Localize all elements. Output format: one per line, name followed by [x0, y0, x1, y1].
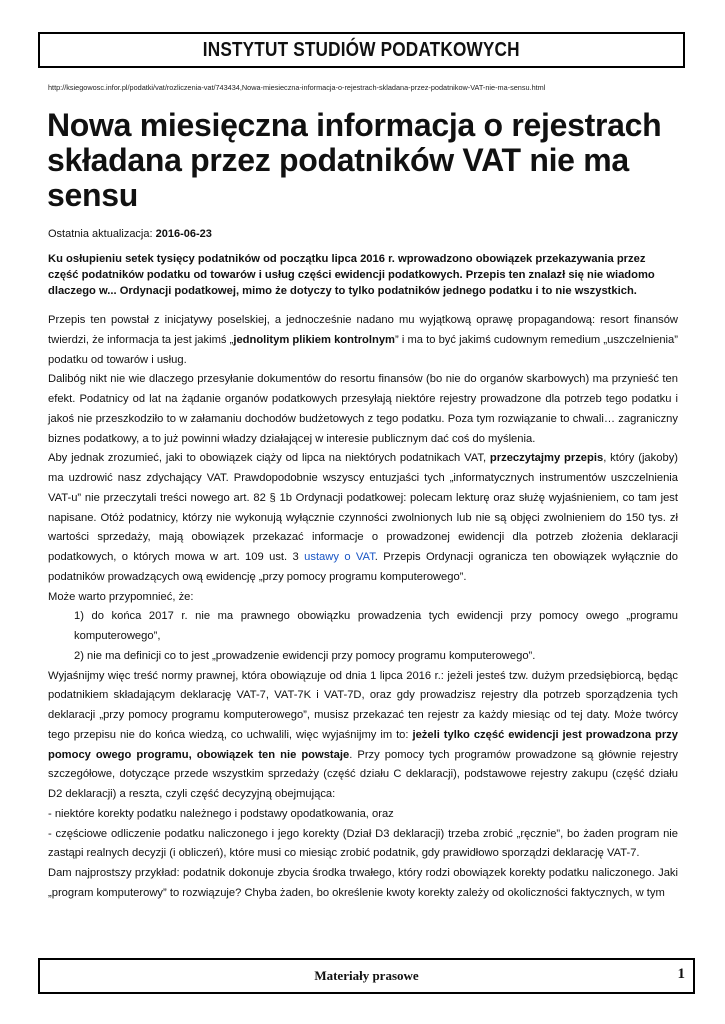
- list-item-1: 1) do końca 2017 r. nie ma prawnego obowiązku prowadzenia tych ewidencji przy pomocy owego „programu komputerowego”,: [74, 610, 678, 642]
- paragraph-4: Może warto przypomnieć, że:: [48, 590, 194, 603]
- page-number: 1: [677, 966, 685, 982]
- paragraph-text: . Przy pomocy tych programów prowadzone są głównie rejestry szczegółowe, dotyczące przede wszystkim sprzedaży (część działu C deklaracji), podstawowe rejestry zakupu (część działu D2 deklaracji) a reszta, czyli część decyzyjną obejmująca:: [48, 748, 678, 800]
- paragraph-7: [48, 667, 678, 805]
- paragraph-text: , który (jakoby) ma uzdrowić nasz zdychający VAT. Prawdopodobnie wszyscy entuzjaści tych „informatycznych instrumentów uszczelnienia VAT-u” nie przeczytali treści nowego art. 82 § 1b Ordynacji podatkowej: polecam lekturę oraz służę wyjaśnieniem, co tam jest napisane. Otóż podatnicy, którzy nie wykonują wyłącznie czynności zwolnionych lub nie są objęci zwolnieniem do 150 tys. zł wartości sprzedaży, mają obowiązek przekazać informacje o prowadzonej ewidencji dla potrzeb złożenia deklaracji podatkowych, o których mowa w art. 109 ust. 3: [48, 452, 679, 563]
- paragraph-10: Dam najprostszy przykład: podatnik dokonuje zbycia środka trwałego, który rodzi obowiązek korekty podatku naliczonego. Jaki „program komputerowy” to rozwiązuje? Chyba żaden, bo określenie kwoty korekty zależy od okoliczności faktycznych, w tym: [48, 867, 678, 899]
- updated-label: Ostatnia aktualizacja:: [48, 228, 153, 240]
- emphasis-text: przeczytajmy przepis: [489, 452, 604, 465]
- source-url: http://ksiegowosc.infor.pl/podatki/vat/rozliczenia-vat/743434,Nowa-miesieczna-informacja-o-rejestrach-skladana-przez-podatnikow-VAT-nie-ma-sensu.html: [48, 83, 546, 92]
- institute-title: INSTYTUT STUDIÓW PODATKOWYCH: [203, 38, 520, 61]
- updated-date: 2016-06-23: [155, 228, 212, 240]
- vat-act-link[interactable]: ustawy o VAT: [304, 551, 375, 563]
- footer-box: [38, 958, 695, 994]
- article-body: [48, 311, 678, 904]
- paragraph-1: [48, 311, 678, 370]
- paragraph-text: . Przepis Ordynacji ogranicza ten obowiązek wyłącznie do podatników prowadzących ową ewidencję „przy pomocy programu komputerowego”.: [48, 551, 678, 583]
- paragraph-9: - częściowe odliczenie podatku naliczonego i jego korekty (Dział D3 deklaracji) trzeba zrobić „ręcznie”, bo żaden program nie zastąpi realnych decyzji (i obliczeń), które musi co miesiąc zrobić podatnik, gdy prawidłowo sporządzi deklarację VAT-7.: [48, 827, 678, 860]
- paragraph-text: Wyjaśnijmy więc treść normy prawnej, która obowiązuje od dnia 1 lipca 2016 r.: jeżeli jesteś tzw. dużym przedsiębiorcą, będąc podatnikiem składającym deklarację VAT-7, VAT-7K i VAT-7D, oraz gdy prowadzisz rejestry dla potrzeb sporządzenia tych deklaracji „przy pomocy programu komputerowego”, musisz przekazać ten rejestr za każdy miesiąc od tej daty. Może twórcy tego przepisu nie do końca wiedzą, co uchwalili, więc wyjaśnijmy im to:: [48, 669, 678, 741]
- paragraph-text: Aby jednak zrozumieć, jaki to obowiązek ciąży od lipca na niektórych podatnikach VAT,: [48, 452, 490, 465]
- paragraph-2: Dalibóg nikt nie wie dlaczego przesyłanie dokumentów do resortu finansów (bo nie do organów skarbowych) ma przynieść ten efekt. Podatnicy od lat na żądanie organów podatkowych przesyłają niektóre rejestry prowadzone dla potrzeb tego podatku i jakoś nie przeszkodziło to w załamaniu dochodów budżetowych z tego podatku. Poza tym rozwiązanie to chwali… zagraniczny biznes podatkowy, a to już powinni władzy działającej w interesie publicznym dać coś do myślenia.: [48, 373, 678, 445]
- paragraph-text: ” i ma to być jakimś cudownym remedium „uszczelnienia” podatku od towarów i usług.: [48, 333, 678, 366]
- article-title: Nowa miesięczna informacja o rejestrach składana przez podatników VAT nie ma sensu: [47, 107, 662, 213]
- paragraph-text: Przepis ten powstał z inicjatywy poselskiej, a jednocześnie nadano mu wyjątkową oprawę propagandową: resort finansów twierdzi, że informacja ta jest jakimś „: [48, 314, 678, 346]
- paragraph-3: [48, 449, 678, 587]
- emphasis-text: jednolitym plikiem kontrolnym: [233, 333, 395, 346]
- list-item-2: 2) nie ma definicji co to jest „prowadzenie ewidencji przy pomocy programu komputerowego”.: [74, 649, 536, 662]
- header-box: [38, 32, 685, 68]
- paragraph-8: - niektóre korekty podatku należnego i podstawy opodatkowania, oraz: [48, 807, 394, 820]
- article-lead: Ku osłupieniu setek tysięcy podatników od początku lipca 2016 r. wprowadzono obowiązek przekazywania przez część podatników podatku od towarów i usług części ewidencji podatkowych. Przepis ten znalazł się nie wiadomo dlaczego w... Ordynacji podatkowej, mimo że dotyczy to tylko podatników jednego podatku i to nie wszystkich.: [48, 253, 655, 297]
- emphasis-text: jeżeli tylko część ewidencji jest prowadzona przy pomocy owego programu, obowiązek ten nie powstaje: [48, 728, 678, 761]
- footer-label: Materiały prasowe: [314, 968, 419, 983]
- last-updated: [48, 228, 212, 240]
